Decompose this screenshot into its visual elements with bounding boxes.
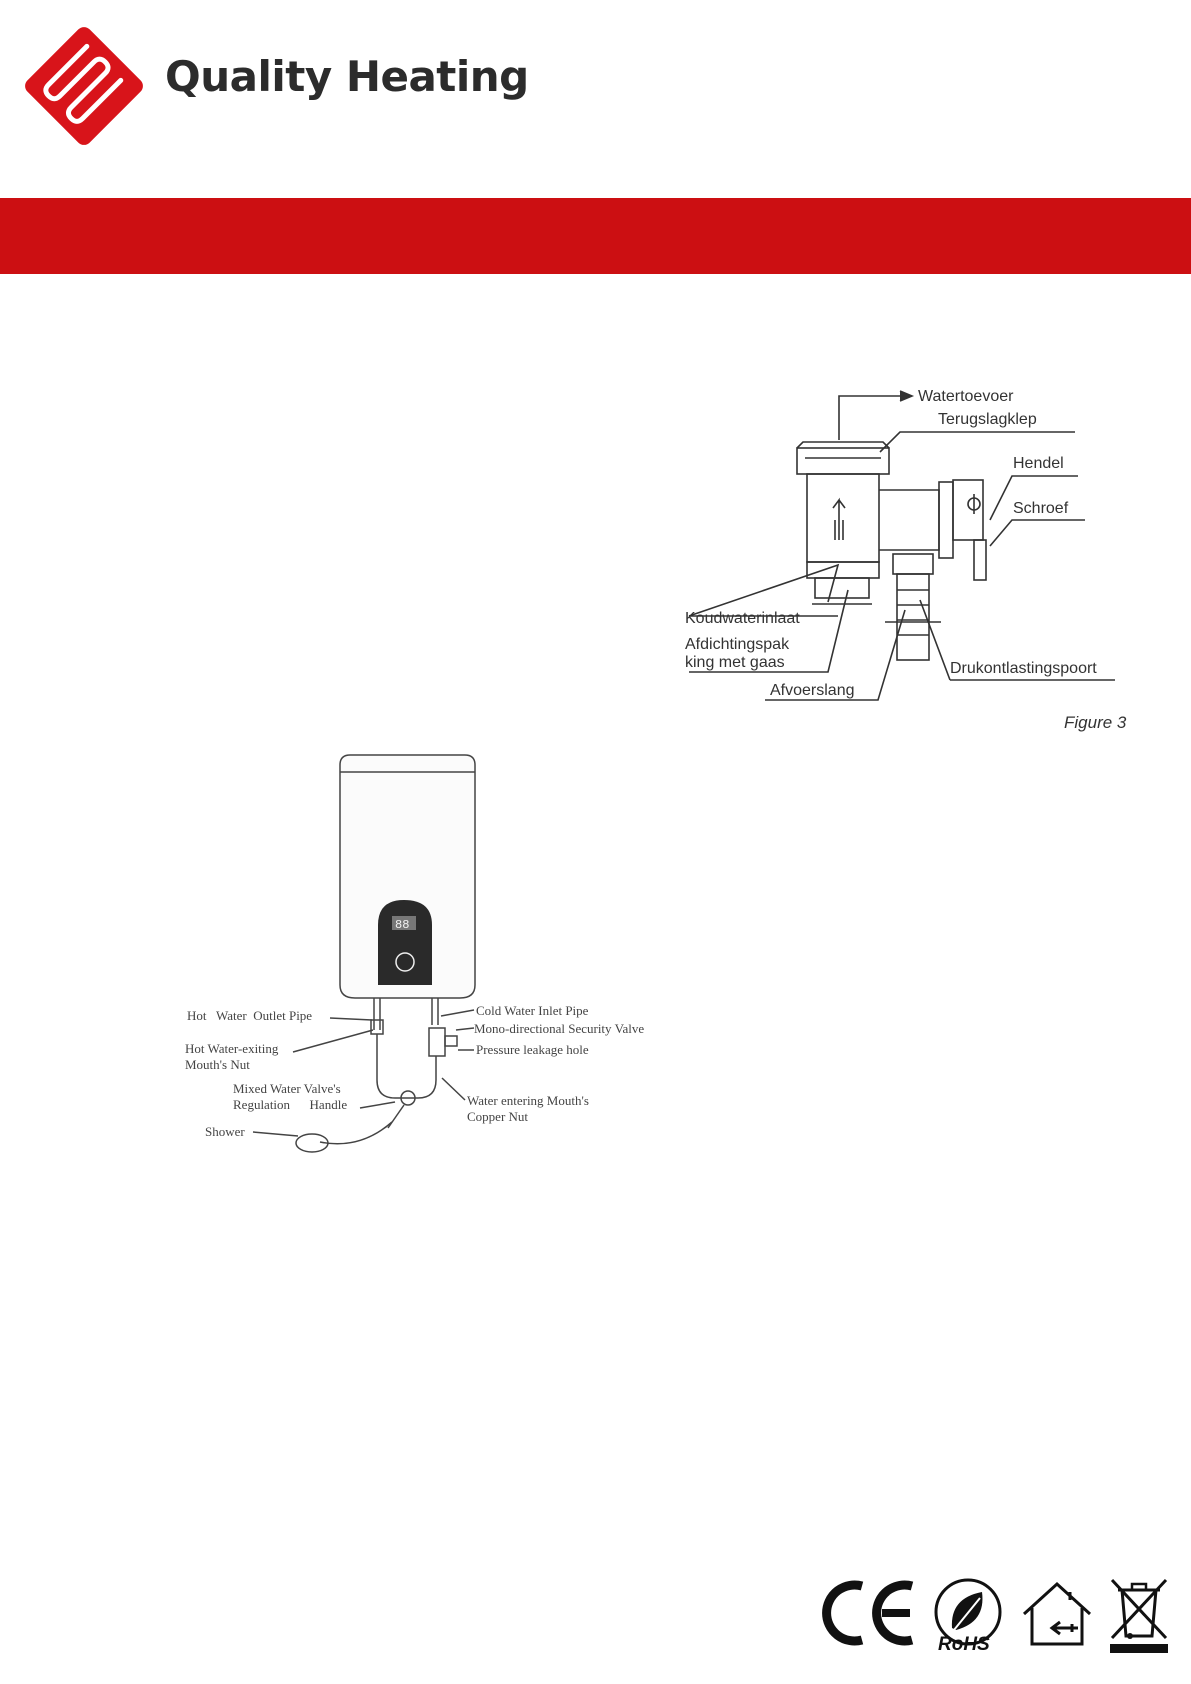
red-header-banner xyxy=(0,198,1191,274)
label-hot-nut-line2: Mouth's Nut xyxy=(185,1057,250,1072)
label-afvoerslang: Afvoerslang xyxy=(770,682,855,699)
heater-display: 88 xyxy=(395,918,410,932)
label-copper-nut-line2: Copper Nut xyxy=(467,1109,529,1124)
label-afdichting-line2: king met gaas xyxy=(685,654,785,671)
label-security-valve: Mono-directional Security Valve xyxy=(474,1021,645,1036)
rohs-mark-text: RoHS xyxy=(938,1634,990,1652)
brand-logo-icon xyxy=(20,22,148,150)
weee-crossed-bin-icon xyxy=(1108,1576,1170,1656)
label-hendel: Hendel xyxy=(1013,455,1064,472)
label-cold-inlet-pipe: Cold Water Inlet Pipe xyxy=(476,1003,589,1018)
label-schroef: Schroef xyxy=(1013,500,1069,517)
label-terugslagklep: Terugslagklep xyxy=(938,411,1037,428)
label-hot-outlet-pipe: Hot Water Outlet Pipe xyxy=(187,1008,313,1023)
label-mixed-valve-line2: Regulation Handle xyxy=(233,1097,348,1112)
rohs-leaf-icon xyxy=(930,1576,1006,1652)
label-pressure-hole: Pressure leakage hole xyxy=(476,1042,589,1057)
indoor-use-house-icon xyxy=(1018,1578,1096,1648)
label-koudwaterinlaat: Koudwaterinlaat xyxy=(685,610,800,627)
label-watertoevoer: Watertoevoer xyxy=(918,388,1014,405)
brand-name: Quality Heating xyxy=(165,52,529,101)
label-afdichting-line1: Afdichtingspak xyxy=(685,636,790,653)
label-hot-nut-line1: Hot Water-exiting xyxy=(185,1041,279,1056)
label-mixed-valve-line1: Mixed Water Valve's xyxy=(233,1081,341,1096)
label-drukontlastingspoort: Drukontlastingspoort xyxy=(950,660,1097,677)
figure-caption: Figure 3 xyxy=(1064,713,1127,732)
label-shower: Shower xyxy=(205,1124,245,1139)
label-copper-nut-line1: Water entering Mouth's xyxy=(467,1093,589,1108)
ce-mark-icon xyxy=(820,1578,920,1648)
